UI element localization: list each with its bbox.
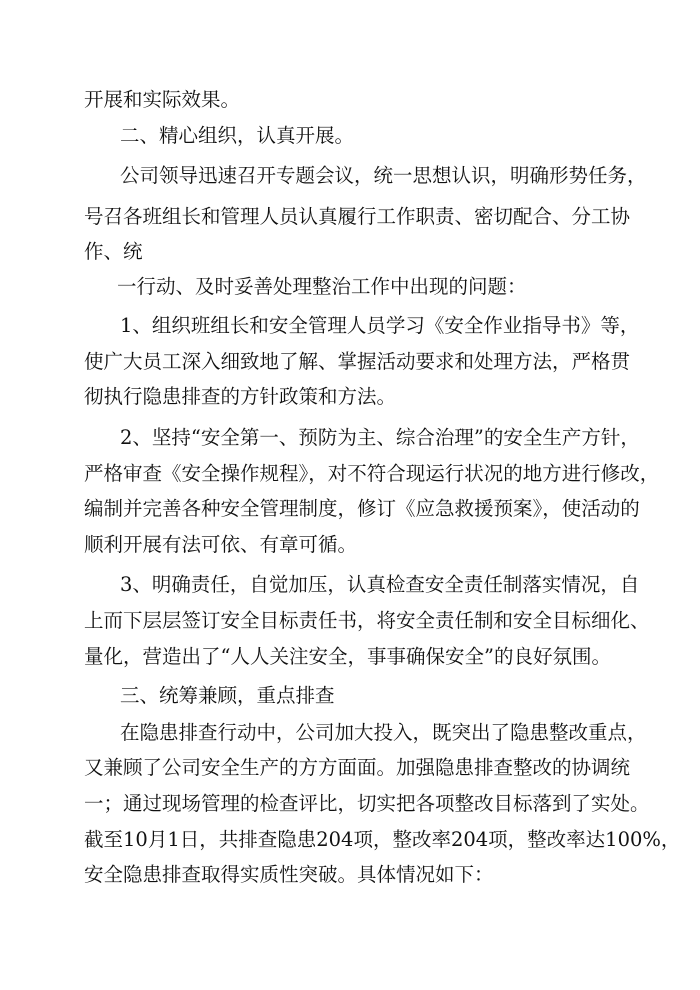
text-line: 使广大员工深入细致地了解、掌握活动要求和处理方法，严格贯 (84, 350, 631, 373)
text-line: 公司领导迅速召开专题会议，统一思想认识，明确形势任务， (120, 164, 647, 187)
section-heading: 二、精心组织，认真开展。 (120, 124, 355, 147)
text-line: 开展和实际效果。 (84, 88, 241, 111)
text-line: 顺利开展有法可依、有章可循。 (84, 533, 358, 556)
text-line: 彻执行隐患排查的方针政策和方法。 (84, 385, 397, 408)
text-line: 严格审查《安全操作规程》，对不符合现运行状况的地方进行修改， (84, 462, 660, 485)
list-item: 3、明确责任，自觉加压，认真检查安全责任制落实情况，自 (120, 573, 640, 596)
text-line: 一；通过现场管理的检查评比，切实把各项整改目标落到了实处。 (84, 792, 650, 815)
text-line: 编制并完善各种安全管理制度，修订《应急救援预案》，使活动的 (84, 497, 640, 520)
list-item: 2、坚持“安全第一、预防为主、综合治理”的安全生产方针， (120, 426, 640, 449)
text-line: 一行动、及时妥善处理整治工作中出现的问题： (117, 275, 527, 298)
text-line: 又兼顾了公司安全生产的方方面面。加强隐患排查整改的协调统 (84, 756, 631, 779)
text-line: 作、统 (84, 240, 143, 263)
text-line: 上而下层层签订安全目标责任书，将安全责任制和安全目标细化、 (84, 609, 650, 632)
section-heading: 三、统筹兼顾，重点排查 (120, 684, 335, 707)
text-line: 在隐患排查行动中，公司加大投入，既突出了隐患整改重点， (120, 721, 647, 744)
text-line: 截至10月1日，共排查隐患204项，整改率204项，整改率达100%， (84, 828, 681, 851)
text-line: 安全隐患排查取得实质性突破。具体情况如下： (84, 863, 494, 886)
text-line: 量化，营造出了“人人关注安全，事事确保安全”的良好氛围。 (84, 645, 611, 668)
text-line: 号召各班组长和管理人员认真履行工作职责、密切配合、分工协 (84, 205, 631, 228)
list-item: 1、组织班组长和安全管理人员学习《安全作业指导书》等， (120, 314, 640, 337)
